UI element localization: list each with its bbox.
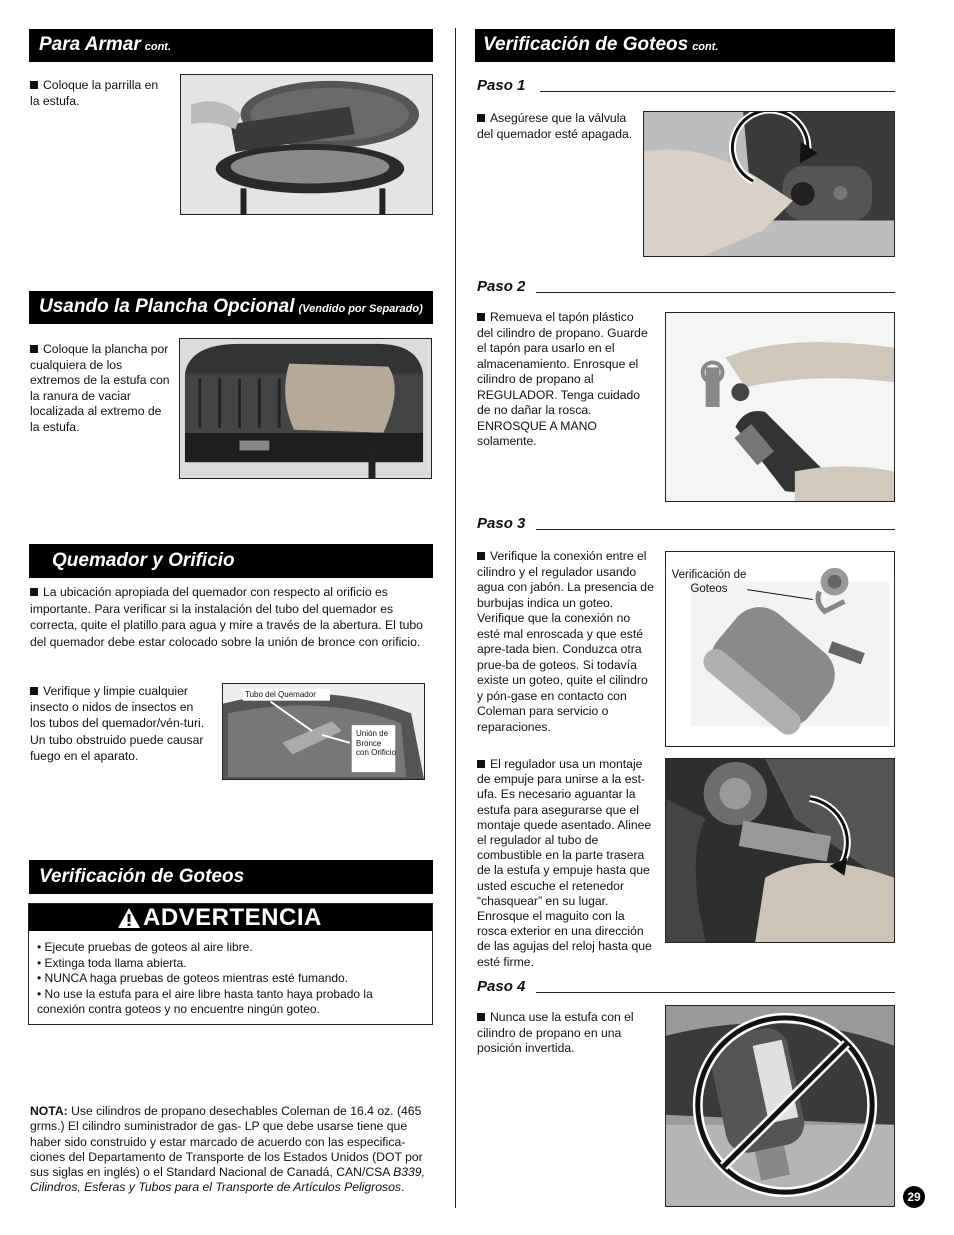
paso-4-rule [536, 992, 895, 993]
page-number-badge [903, 1186, 925, 1208]
warning-item: • No use la estufa para el aire libre hasta tanto haya probado la conexión contra goteos y no encuentre ningún goteo. [37, 986, 373, 1016]
paso-3-rule [536, 529, 895, 530]
warning-title: ADVERTENCIA [143, 904, 322, 931]
bullet-square-icon [30, 81, 38, 89]
para-armar-text: Coloque la parrilla en la estufa. [30, 78, 159, 108]
warning-item: • Ejecute pruebas de goteos al aire libre. [37, 940, 253, 954]
nota-paragraph: NOTA: Use cilindros de propano desechables Coleman de 16.4 oz. (465 grms.) El cilindro suministrador de gas- LP que debe usarse tiene que haber sido construido y estar marcado de acuerdo con las especifica-ciones del Departamento de Transporte de los Estados Unidos (DOT por sus siglas en inglés) o el Standard Nacional de Canadá, CAN/CSA B339, Cilindros, Esferas y Tubos para el Transporte de Artículos Peligrosos. [30, 1104, 425, 1195]
para-armar-header [29, 29, 433, 62]
bullet-square-icon [30, 687, 38, 695]
leak-check-label: Verificación de Goteos [671, 569, 747, 595]
paso-4-label: Paso 4 [477, 978, 526, 995]
leak-check-diagram [665, 551, 895, 747]
bullet-square-icon [477, 313, 485, 321]
paso-2-label: Paso 2 [477, 278, 526, 295]
quemador-paragraph-1: La ubicación apropiada del quemador con respecto al orificio es importante. Para verificar si la instalación del tubo del quemador es correcta, quite el platillo para agua y mire a través de la abertura. El tubo del quemador debe estar colocado sobre la unión de bronce con orificio. [30, 585, 423, 649]
right-goteos-suffix: cont. [692, 41, 719, 53]
bullet-square-icon [30, 345, 38, 353]
plancha-header [29, 291, 433, 324]
warning-item: • NUNCA haga pruebas de goteos mientras esté fumando. [37, 971, 349, 985]
warning-list [37, 940, 422, 1018]
griddle-photo [179, 338, 432, 479]
plancha-text: Coloque la plancha por cualquiera de los extremos de la estufa con la ranura de vaciar localizada al extremo de la estufa. [30, 342, 170, 434]
quemador-title: Quemador y Orificio [52, 550, 235, 571]
warning-triangle-icon [117, 907, 141, 929]
grill-grate-photo [180, 74, 433, 215]
nota-label: NOTA: [30, 1104, 68, 1118]
plancha-title: Usando la Plancha Opcional [39, 296, 295, 317]
propane-cylinder-photo [665, 312, 895, 502]
column-divider [455, 28, 456, 1208]
valve-knob-photo [643, 111, 895, 257]
burner-tube-photo [222, 683, 425, 780]
page-number: 29 [907, 1190, 921, 1204]
bullet-square-icon [477, 114, 485, 122]
right-goteos-title: Verificación de Goteos [483, 34, 689, 55]
bullet-square-icon [477, 1013, 485, 1021]
quemador-header [29, 544, 433, 578]
paso-2-rule [536, 292, 895, 293]
warning-box [28, 903, 433, 1025]
right-goteos-header [475, 29, 895, 62]
warning-header [29, 904, 432, 931]
paso-1-label: Paso 1 [477, 77, 526, 94]
nota-italic: B339, Cilindros, Esferas y Tubos para el Transporte de Artículos Peligrosos [30, 1165, 425, 1195]
plancha-suffix: (Vendido por Separado) [298, 303, 423, 315]
regulator-push-photo [665, 758, 895, 943]
paso-1-text: Asegúrese que la válvula del quemador esté apagada. [477, 111, 633, 141]
paso-3-text: Verifique la conexión entre el cilindro y el regulador usando agua con jabón. La presencia de burbujas indica un goteo. Verifique que la conexión no esté mal enroscada y que esté apre-tada bien. Conduzca otra prue-ba de goteos. Si todavía existe un goteo, quite el cilindro y pón-gase en contacto con Coleman para servicio o reparaciones. [477, 549, 654, 734]
regulator-text: El regulador usa un montaje de empuje para unirse a la est-ufa. Es necesario aguantar la estufa para asegurarse que el montaje quede asentado. Alinee el regulador al tubo de combustible en la parte trasera de la estufa y empuje hasta que usted escuche el retenedor “chasquear” en su lugar. Enrosque el maguito con la rosca exterior en una dirección de las agujas del reloj hasta que esté firme. [477, 757, 652, 969]
label-union-bronce: Unión de Bronce con Orificio [356, 729, 397, 757]
quemador-paragraph-2: Verifique y limpie cualquier insecto o nidos de insectos en los tubos del quemador/vén-turi. Un tubo obstruido puede causar fuego en el aparato. [30, 684, 205, 763]
label-tubo-quemador: Tubo del Quemador [245, 690, 316, 699]
paso-4-text: Nunca use la estufa con el cilindro de propano en una posición invertida. [477, 1010, 634, 1055]
paso-3-label: Paso 3 [477, 515, 526, 532]
paso-2-text: Remueva el tapón plástico del cilindro de propano. Guarde el tapón para usarlo en el almacenamiento. Enrosque el cilindro de propano al REGULADOR. Tenga cuidado de no dañar la rosca. ENROSQUE A MANO solamente. [477, 310, 648, 448]
goteos-header [29, 860, 433, 894]
paso-1-rule [540, 91, 895, 92]
warning-item: • Extinga toda llama abierta. [37, 955, 187, 970]
goteos-title: Verificación de Goteos [39, 866, 245, 887]
bullet-square-icon [30, 588, 38, 596]
bullet-square-icon [477, 552, 485, 560]
inverted-cylinder-prohibited-photo [665, 1005, 895, 1207]
para-armar-title: Para Armar [39, 34, 141, 55]
bullet-square-icon [477, 760, 485, 768]
para-armar-suffix: cont. [144, 41, 172, 53]
